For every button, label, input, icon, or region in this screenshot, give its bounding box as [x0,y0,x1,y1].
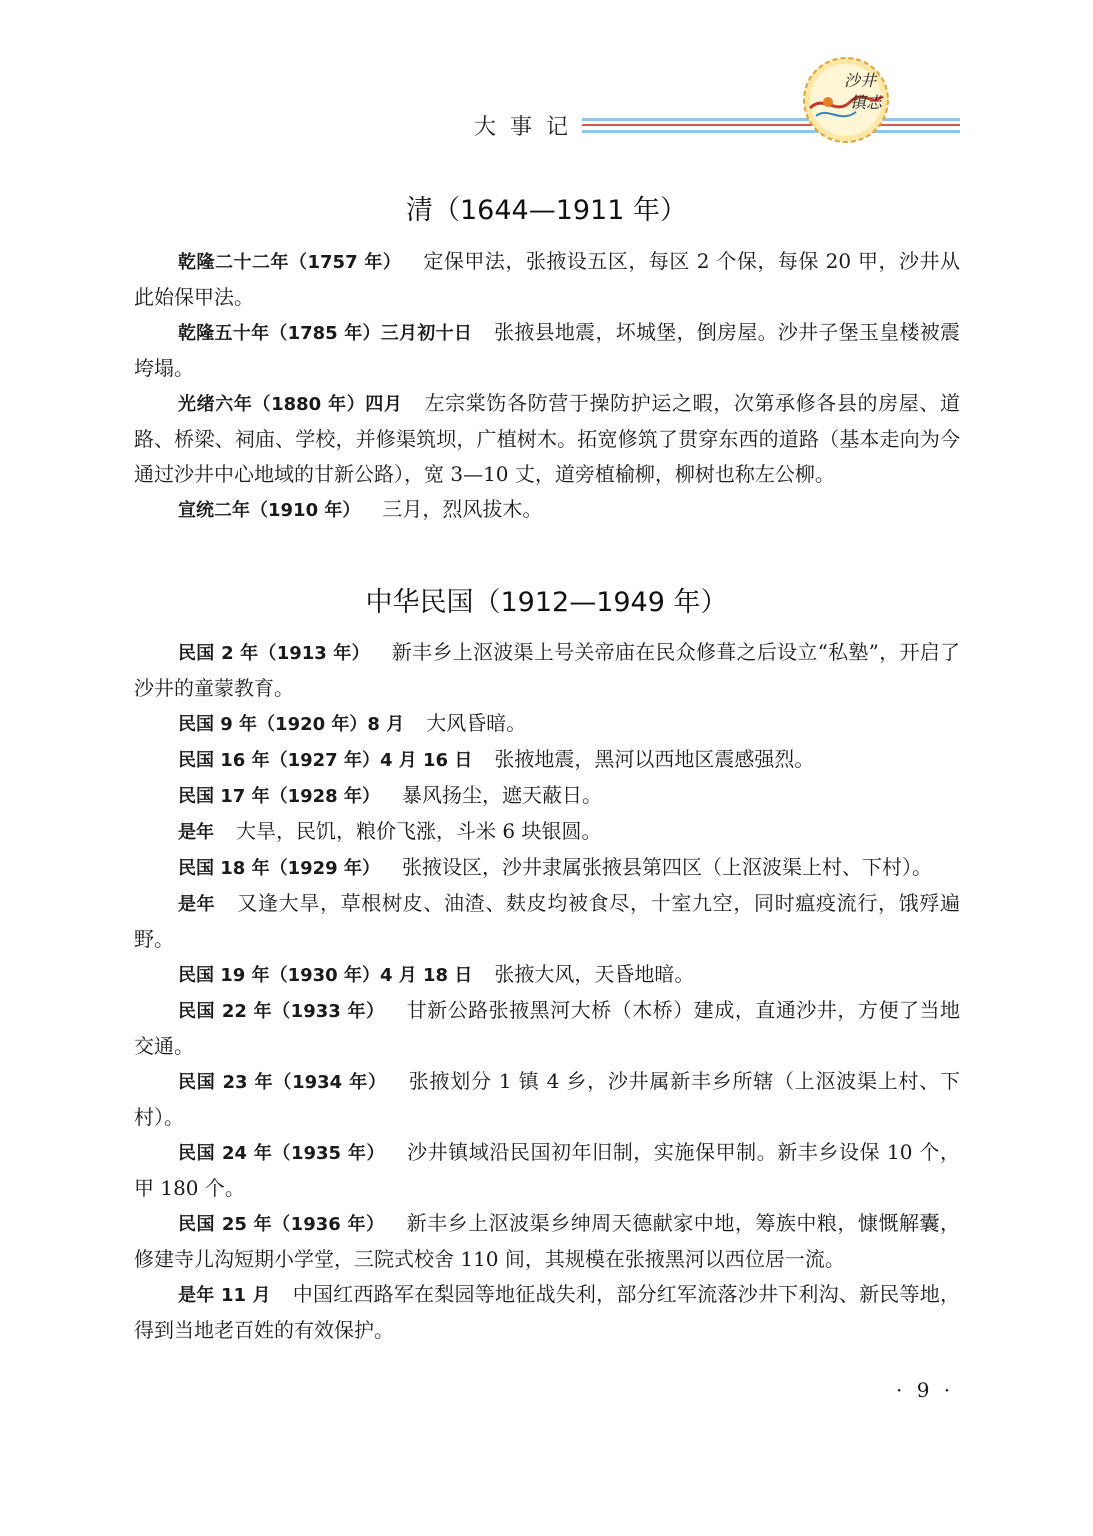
entry-date: 民国 17 年（1928 年） [178,786,380,807]
chronicle-entry [134,886,960,957]
header-rule [582,130,960,133]
entry-text: 又逢大旱，草根树皮、油渣、麸皮均被食尽，十室九空，同时瘟疫流行，饿殍遍野。 [134,891,961,951]
town-chronicle-seal-logo [802,56,890,144]
chronicle-entry [134,850,960,886]
chronicle-entry [134,1064,960,1135]
entry-date: 民国 2 年（1913 年） [178,643,370,664]
chronicle-entry [134,386,960,492]
entry-date: 民国 18 年（1929 年） [178,858,380,879]
svg-text:沙井: 沙井 [844,71,877,90]
entry-text: 左宗棠饬各防营于操防护运之暇，次第承修各县的房屋、道路、桥梁、祠庙、学校，并修渠筑坝，广植树木。拓宽修筑了贯穿东西的道路（基本走向为今通过沙井中心地域的甘新公路），宽 3—10 丈，道旁植榆柳，柳树也称左公柳。 [134,391,960,486]
entry-text: 甘新公路张掖黑河大桥（木桥）建成，直通沙井，方便了当地交通。 [134,998,960,1058]
chronicle-entry [134,492,960,528]
section-heading-qing: 清（1644—1911 年） [405,195,687,226]
svg-text:镇志: 镇志 [850,93,883,112]
entry-text: 大风昏暗。 [426,711,527,735]
entry-text: 新丰乡上沤波渠乡绅周天德献家中地，筹族中粮，慷慨解囊，修建寺儿沟短期小学堂，三院式校舍 110 间，其规模在张掖黑河以西位居一流。 [134,1211,960,1271]
page-number: · 9 · [896,1378,955,1402]
chronicle-entry [134,814,960,850]
entry-text: 张掖设区，沙井隶属张掖县第四区（上沤波渠上村、下村）。 [401,855,932,879]
entry-text: 大旱，民饥，粮价飞涨，斗米 6 块银圆。 [236,819,602,843]
entry-date: 民国 19 年（1930 年）4 月 18 日 [178,965,473,986]
chronicle-entry [134,993,960,1064]
entry-text: 新丰乡上沤波渠上号关帝庙在民众修葺之后设立“私塾”，开启了沙井的童蒙教育。 [134,640,961,700]
header-rule [582,118,960,121]
section-heading-republic: 中华民国（1912—1949 年） [365,587,728,618]
entry-text: 中国红西路军在梨园等地征战失利，部分红军流落沙井下利沟、新民等地，得到当地老百姓的有效保护。 [134,1282,960,1342]
entry-date: 宣统二年（1910 年） [178,500,361,521]
chronicle-entry [134,1206,960,1277]
chronicle-entry [134,1135,960,1206]
entry-text: 张掖县地震，坏城堡，倒房屋。沙井子堡玉皇楼被震垮塌。 [134,320,960,380]
chronicle-entry [134,957,960,993]
entry-date: 光绪六年（1880 年）四月 [178,394,403,415]
header-rule [582,124,960,126]
chronicle-entry [134,706,960,742]
entry-date: 民国 22 年（1933 年） [178,1001,385,1022]
entry-date: 民国 16 年（1927 年）4 月 16 日 [178,750,473,771]
chronicle-entry [134,635,960,706]
entry-text: 三月，烈风拔木。 [382,497,543,521]
entry-date: 民国 24 年（1935 年） [178,1143,386,1164]
entry-date: 民国 25 年（1936 年） [178,1214,385,1235]
chronicle-entry [134,1277,960,1348]
entry-date: 民国 23 年（1934 年） [178,1072,387,1093]
entry-text: 张掖大风，天昏地暗。 [494,962,695,986]
entry-text: 张掖划分 1 镇 4 乡，沙井属新丰乡所辖（上沤波渠上村、下村）。 [134,1069,960,1129]
chronicle-entry [134,244,960,315]
entry-date: 是年 [178,822,214,843]
entry-date: 是年 [178,894,216,915]
entry-date: 是年 11 月 [178,1285,271,1306]
header-title: 大事记 [474,115,583,140]
entry-text: 定保甲法，张掖设五区，每区 2 个保，每保 20 甲，沙井从此始保甲法。 [134,249,960,309]
entry-date: 民国 9 年（1920 年）8 月 [178,714,405,735]
entry-date: 乾隆二十二年（1757 年） [178,252,402,273]
section-republic-entries [134,635,960,1348]
section-qing-entries [134,244,960,528]
chronicle-entry [134,315,960,386]
chronicle-entry [134,778,960,814]
entry-text: 沙井镇域沿民国初年旧制，实施保甲制。新丰乡设保 10 个，甲 180 个。 [134,1140,960,1200]
entry-text: 暴风扬尘，遮天蔽日。 [401,783,602,807]
chronicle-entry [134,742,960,778]
entry-text: 张掖地震，黑河以西地区震感强烈。 [494,747,815,771]
entry-date: 乾隆五十年（1785 年）三月初十日 [178,323,473,344]
